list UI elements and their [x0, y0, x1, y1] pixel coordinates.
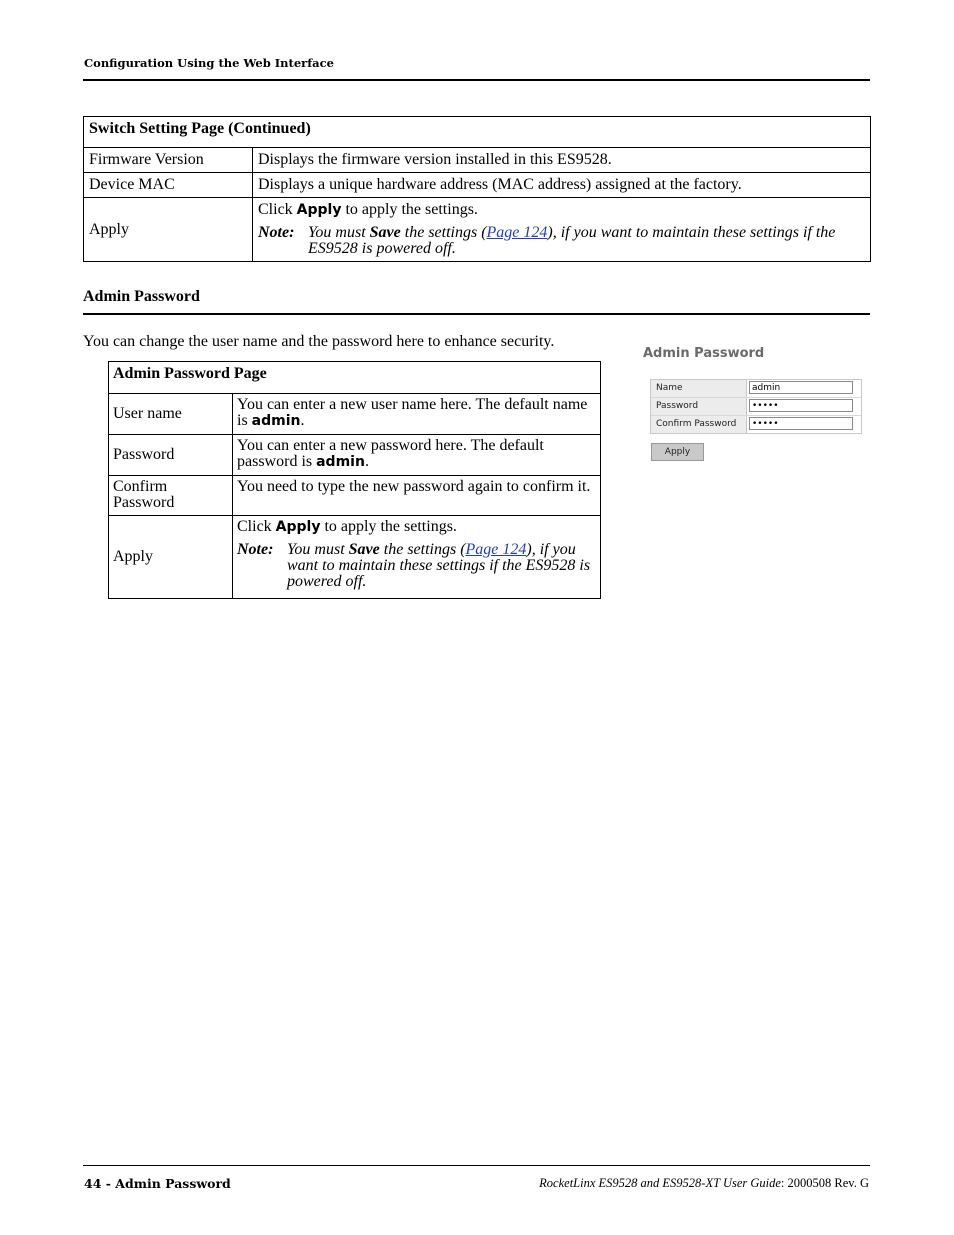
row-description — [253, 198, 871, 262]
guide-title: RocketLinx ES9528 and ES9528-XT User Guide — [539, 1176, 781, 1190]
desc-text: Click — [258, 201, 297, 218]
table-title: Switch Setting Page (Continued) — [84, 117, 871, 148]
row-description: You need to type the new password again to confirm it. — [233, 476, 601, 516]
admin-password-table — [108, 361, 601, 599]
section-rule — [83, 313, 870, 315]
row-description: You can enter a new user name here. The default name is admin. — [233, 394, 601, 435]
table-row — [109, 516, 601, 599]
row-description: Displays a unique hardware address (MAC address) assigned at the factory. — [253, 173, 871, 198]
running-header: Configuration Using the Web Interface — [84, 56, 334, 70]
save-keyword: Save — [369, 224, 401, 241]
field-label: Confirm Password — [651, 416, 747, 433]
apply-keyword: Apply — [296, 202, 342, 218]
save-keyword: Save — [348, 541, 380, 558]
switch-setting-table — [83, 116, 871, 262]
page-link[interactable]: Page 124 — [486, 224, 548, 241]
confirm-password-input[interactable]: ••••• — [749, 417, 853, 430]
page-link[interactable]: Page 124 — [465, 541, 527, 558]
admin-password-form — [650, 379, 862, 434]
table-title: Admin Password Page — [109, 362, 601, 394]
field-label: Password — [651, 398, 747, 415]
row-label: Password — [109, 435, 233, 476]
row-label: Apply — [84, 198, 253, 262]
note-text: You must Save the settings (Page 124), if you want to maintain these settings if the ES9528 is powered off. — [308, 224, 836, 257]
doc-revision: : 2000508 Rev. G — [780, 1176, 869, 1190]
form-row-name — [651, 380, 861, 398]
note-text: You must Save the settings (Page 124), if you want to maintain these settings if the ES9528 is powered off. — [287, 541, 591, 590]
table-row — [109, 394, 601, 435]
row-description: Click Apply to apply the settings. Note: You must Save the settings (Page 124), if you want to maintain these settings if the ES9528 is powered off. — [233, 516, 601, 599]
header-rule — [83, 79, 870, 81]
row-label: Confirm Password — [109, 476, 233, 516]
row-label: Firmware Version — [84, 148, 253, 173]
apply-button[interactable]: Apply — [651, 443, 704, 461]
footer-doc-title — [539, 1176, 869, 1191]
table-row — [84, 148, 871, 173]
default-value: admin — [316, 454, 365, 470]
section-title: Admin Password — [83, 288, 200, 305]
table-row — [84, 173, 871, 198]
row-label: Device MAC — [84, 173, 253, 198]
apply-keyword: Apply — [275, 519, 321, 535]
field-label: Name — [651, 380, 747, 397]
row-label: User name — [109, 394, 233, 435]
form-row-confirm-password — [651, 416, 861, 433]
note — [258, 225, 865, 257]
row-description: You can enter a new password here. The default password is admin. — [233, 435, 601, 476]
intro-text: You can change the user name and the password here to enhance security. — [83, 333, 555, 350]
table-row — [109, 435, 601, 476]
screenshot-title: Admin Password — [643, 346, 765, 361]
footer-page-label: 44 - Admin Password — [84, 1176, 231, 1191]
form-row-password — [651, 398, 861, 416]
table-row — [109, 476, 601, 516]
table-row — [84, 198, 871, 262]
password-input[interactable]: ••••• — [749, 399, 853, 412]
note-key: Note: — [237, 541, 274, 558]
row-description: Displays the firmware version installed in this ES9528. — [253, 148, 871, 173]
footer-rule — [83, 1165, 870, 1166]
name-input[interactable]: admin — [749, 381, 853, 394]
note-key: Note: — [258, 224, 295, 241]
desc-text: to apply the settings. — [341, 201, 478, 218]
default-value: admin — [251, 413, 301, 429]
row-label: Apply — [109, 516, 233, 599]
note — [237, 542, 596, 590]
